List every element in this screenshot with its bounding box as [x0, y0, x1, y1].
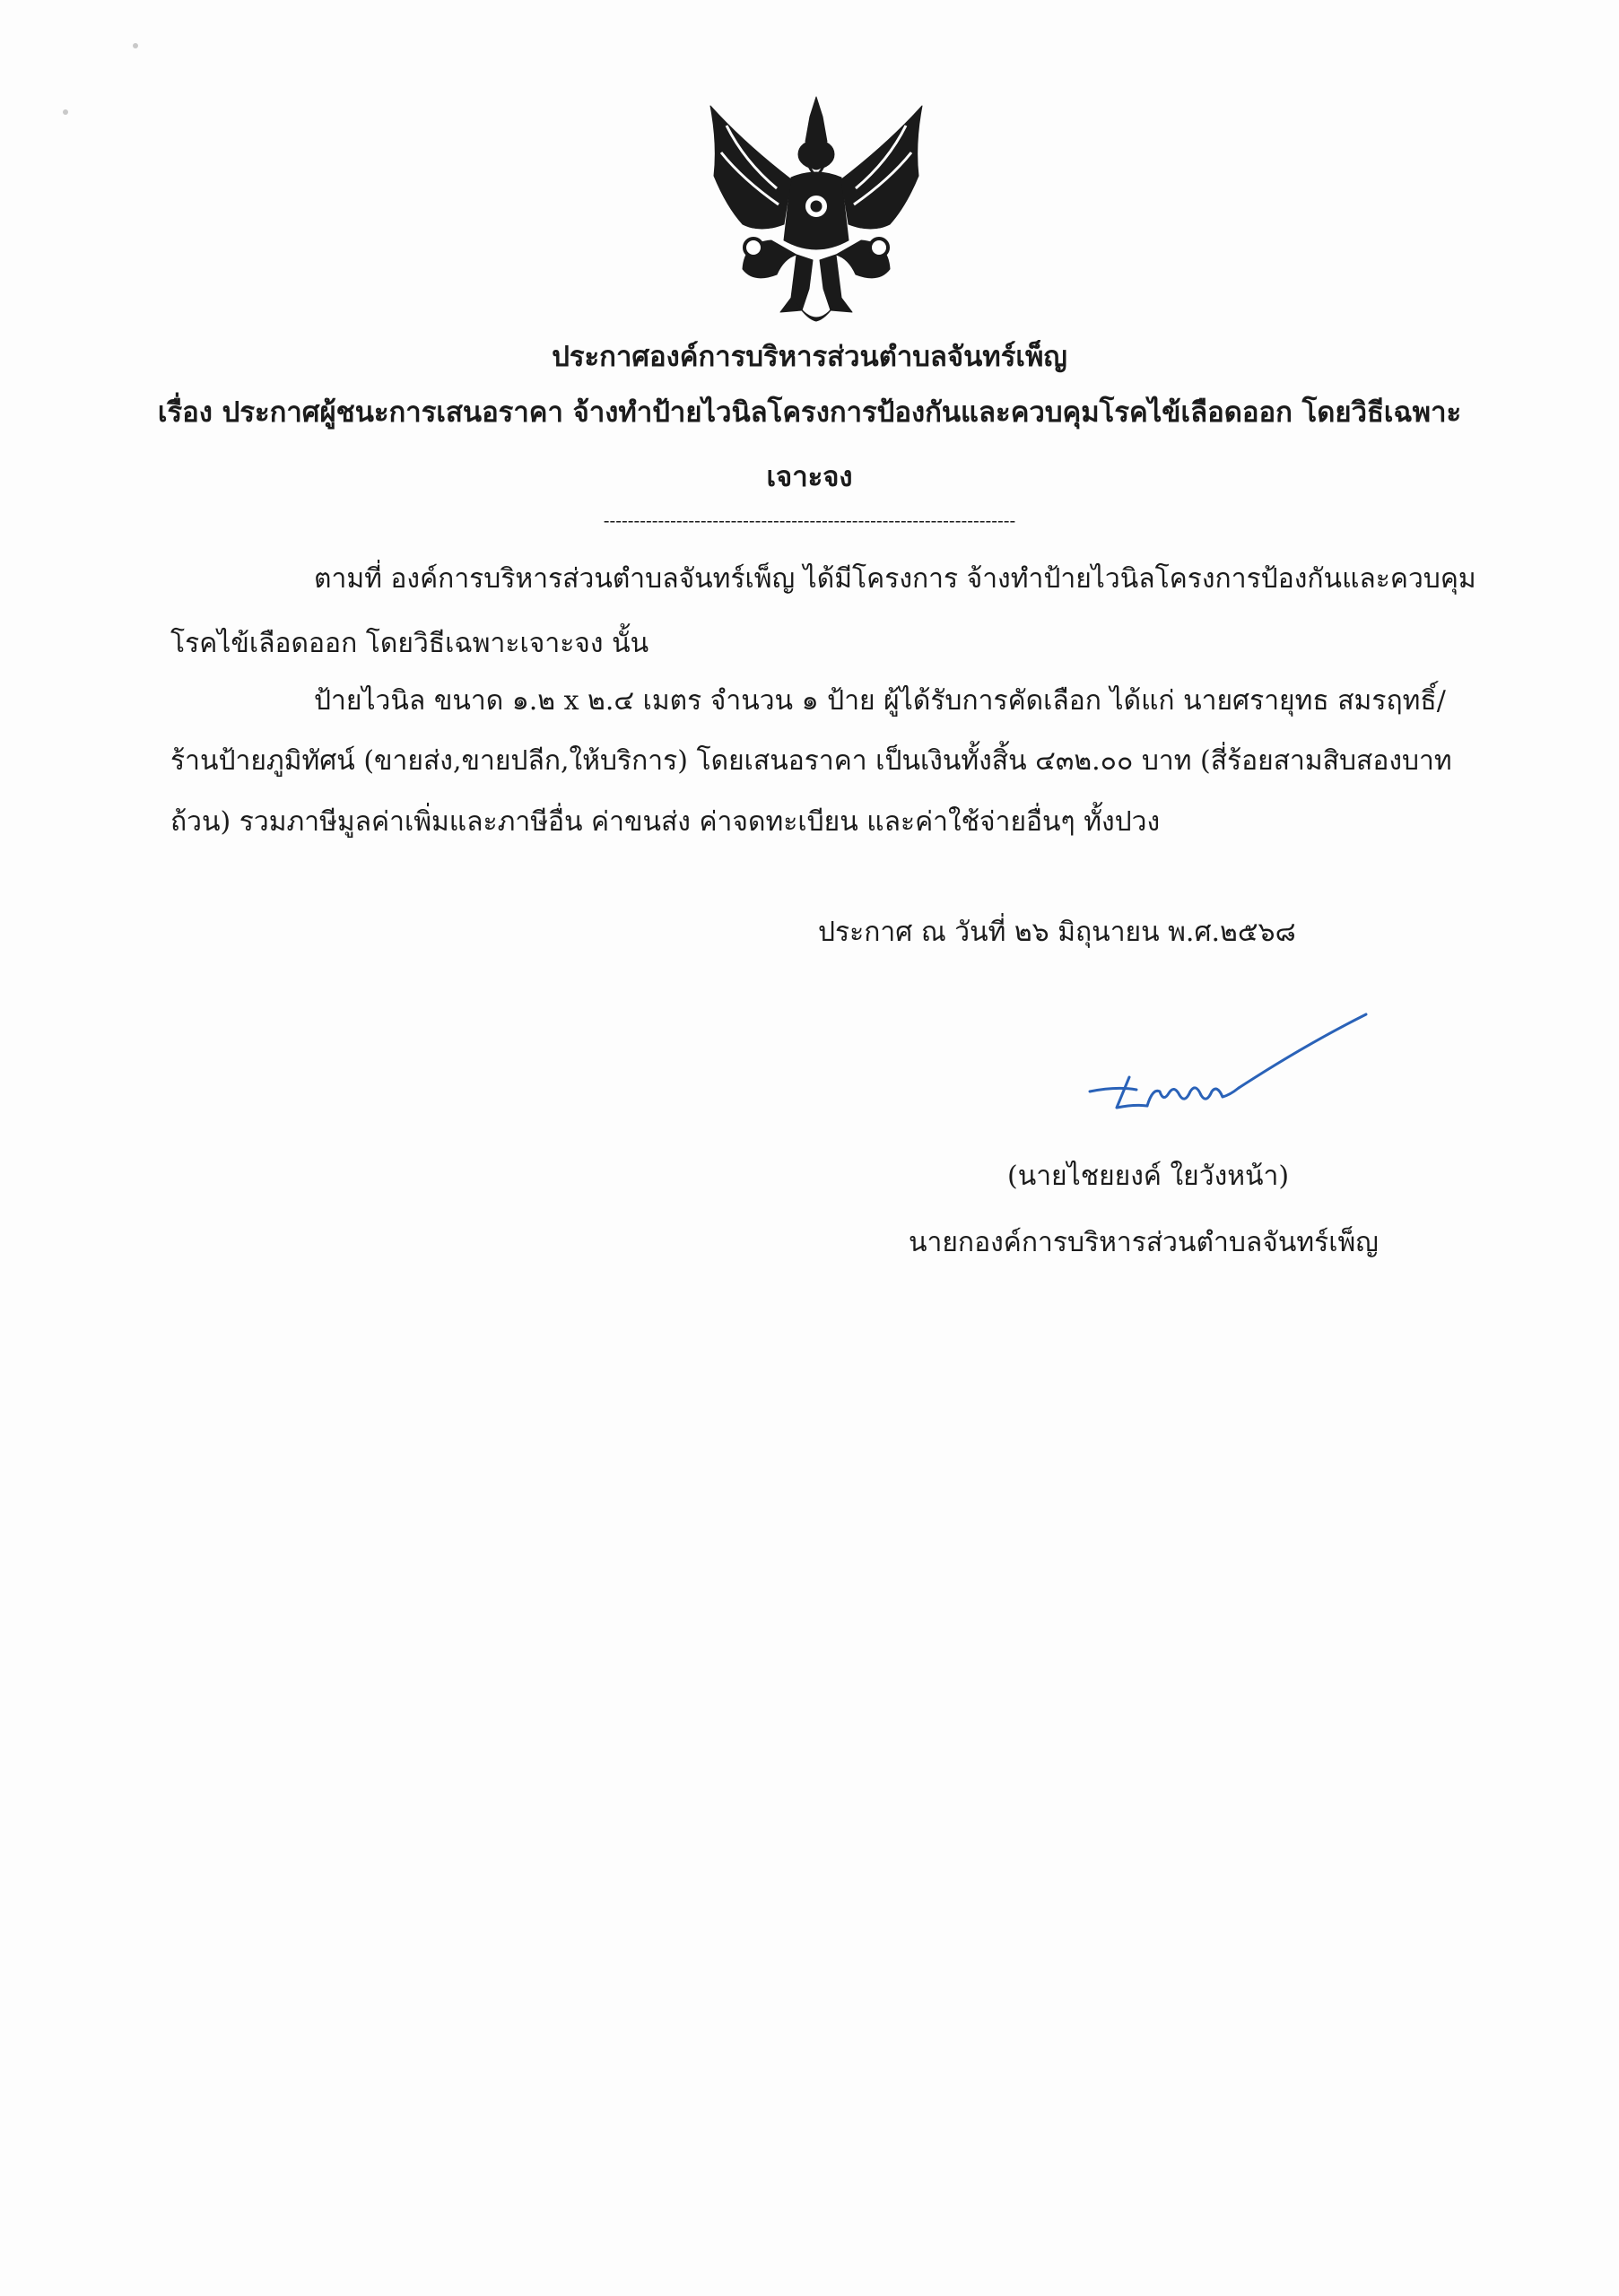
paragraph-2-line-1: ป้ายไวนิล ขนาด ๑.๒ x ๒.๔ เมตร จำนวน ๑ ป้าย ผู้ได้รับการคัดเลือก ได้แก่ นายศรายุทธ สมรฤทธิ์/ — [314, 685, 1446, 717]
subject-line-2: เจาะจง — [766, 461, 853, 493]
subject-line-1: เรื่อง ประกาศผู้ชนะการเสนอราคา จ้างทำป้ายไวนิลโครงการป้องกันและควบคุมโรคไข้เลือดออก โดยวิธีเฉพาะ — [157, 396, 1462, 429]
paragraph-2-line-2: ร้านป้ายภูมิทัศน์ (ขายส่ง,ขายปลีก,ให้บริการ) โดยเสนอราคา เป็นเงินทั้งสิ้น ๔๓๒.๐๐ บาท (สี่ร้อยสามสิบสองบาท — [170, 745, 1452, 777]
paragraph-2-line-3: ถ้วน) รวมภาษีมูลค่าเพิ่มและภาษีอื่น ค่าขนส่ง ค่าจดทะเบียน และค่าใช้จ่ายอื่นๆ ทั้งปวง — [170, 806, 1161, 838]
garuda-emblem-icon — [691, 90, 942, 332]
paragraph-1-line-2: โรคไข้เลือดออก โดยวิธีเฉพาะเจาะจง นั้น — [170, 628, 649, 659]
paragraph-1-line-1: ตามที่ องค์การบริหารส่วนตำบลจันทร์เพ็ญ ได้มีโครงการ จ้างทำป้ายไวนิลโครงการป้องกันและควบคุม — [314, 563, 1476, 595]
separator-line: -------------------------------------------------------------------- — [603, 509, 1016, 531]
announcement-title: ประกาศองค์การบริหารส่วนตำบลจันทร์เพ็ญ — [552, 341, 1067, 373]
signatory-position: นายกองค์การบริหารส่วนตำบลจันทร์เพ็ญ — [909, 1227, 1379, 1258]
signatory-name: (นายไชยยงค์ ใยวังหน้า) — [1007, 1161, 1290, 1192]
announcement-date: ประกาศ ณ วันที่ ๒๖ มิถุนายน พ.ศ.๒๕๖๘ — [818, 917, 1296, 948]
scan-speck — [133, 43, 138, 48]
signature-icon — [1081, 1009, 1377, 1126]
scan-speck — [63, 109, 68, 115]
